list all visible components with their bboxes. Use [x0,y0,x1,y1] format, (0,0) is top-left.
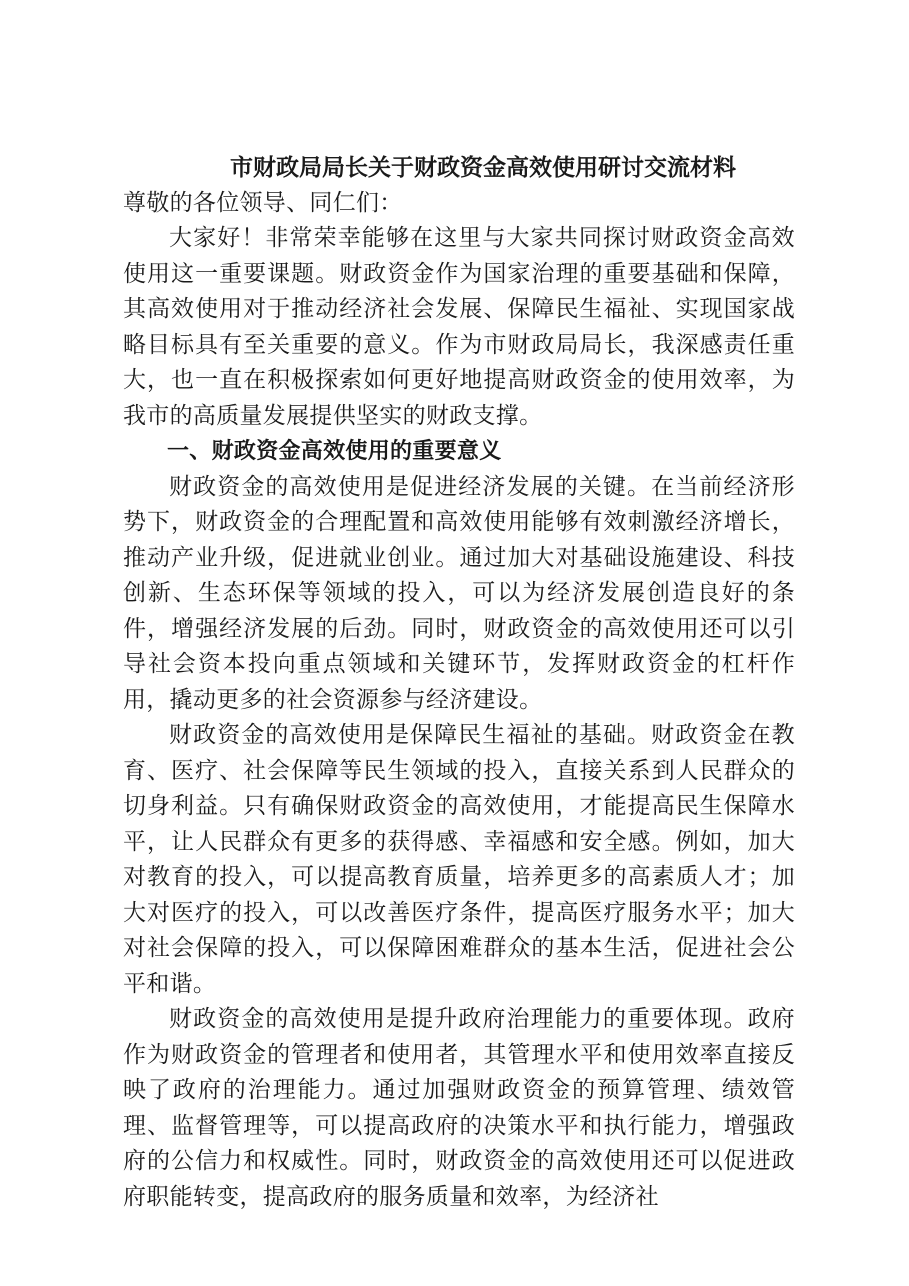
document-title: 市财政局局长关于财政资金高效使用研讨交流材料 [230,154,736,181]
paragraph-governance: 财政资金的高效使用是提升政府治理能力的重要体现。政府作为财政资金的管理者和使用者，其管理水平和使用效率直接反映了政府的治理能力。通过加强财政资金的预算管理、绩效管理、监督管理等，可以提高政府的决策水平和执行能力，增强政府的公信力和权威性。同时，财政资金的高效使用还可以促进政府职能转变，提高政府的服务质量和效率，为经济社 [123,1006,795,1210]
salutation: 尊敬的各位领导、同仁们： [123,189,403,216]
paragraph-livelihood: 财政资金的高效使用是保障民生福祉的基础。财政资金在教育、医疗、社会保障等民生领域的投入，直接关系到人民群众的切身利益。只有确保财政资金的高效使用，才能提高民生保障水平，让人民群众有更多的获得感、幸福感和安全感。例如，加大对教育的投入，可以提高教育质量，培养更多的高素质人才；加大对医疗的投入，可以改善医疗条件，提高医疗服务水平；加大对社会保障的投入，可以保障困难群众的基本生活，促进社会公平和谐。 [123,722,795,997]
section-heading: 一、财政资金高效使用的重要意义 [167,439,502,464]
paragraph-economy: 财政资金的高效使用是促进经济发展的关键。在当前经济形势下，财政资金的合理配置和高效使用能够有效刺激经济增长，推动产业升级，促进就业创业。通过加大对基础设施建设、科技创新、生态环保等领域的投入，可以为经济发展创造良好的条件，增强经济发展的后劲。同时，财政资金的高效使用还可以引导社会资本投向重点领域和关键环节，发挥财政资金的杠杆作用，撬动更多的社会资源参与经济建设。 [123,473,795,713]
paragraph-intro: 大家好！非常荣幸能够在这里与大家共同探讨财政资金高效使用这一重要课题。财政资金作为国家治理的重要基础和保障，其高效使用对于推动经济社会发展、保障民生福祉、实现国家战略目标具有至关重要的意义。作为市财政局局长，我深感责任重大，也一直在积极探索如何更好地提高财政资金的使用效率，为我市的高质量发展提供坚实的财政支撑。 [123,225,795,429]
document-body [123,150,795,1215]
